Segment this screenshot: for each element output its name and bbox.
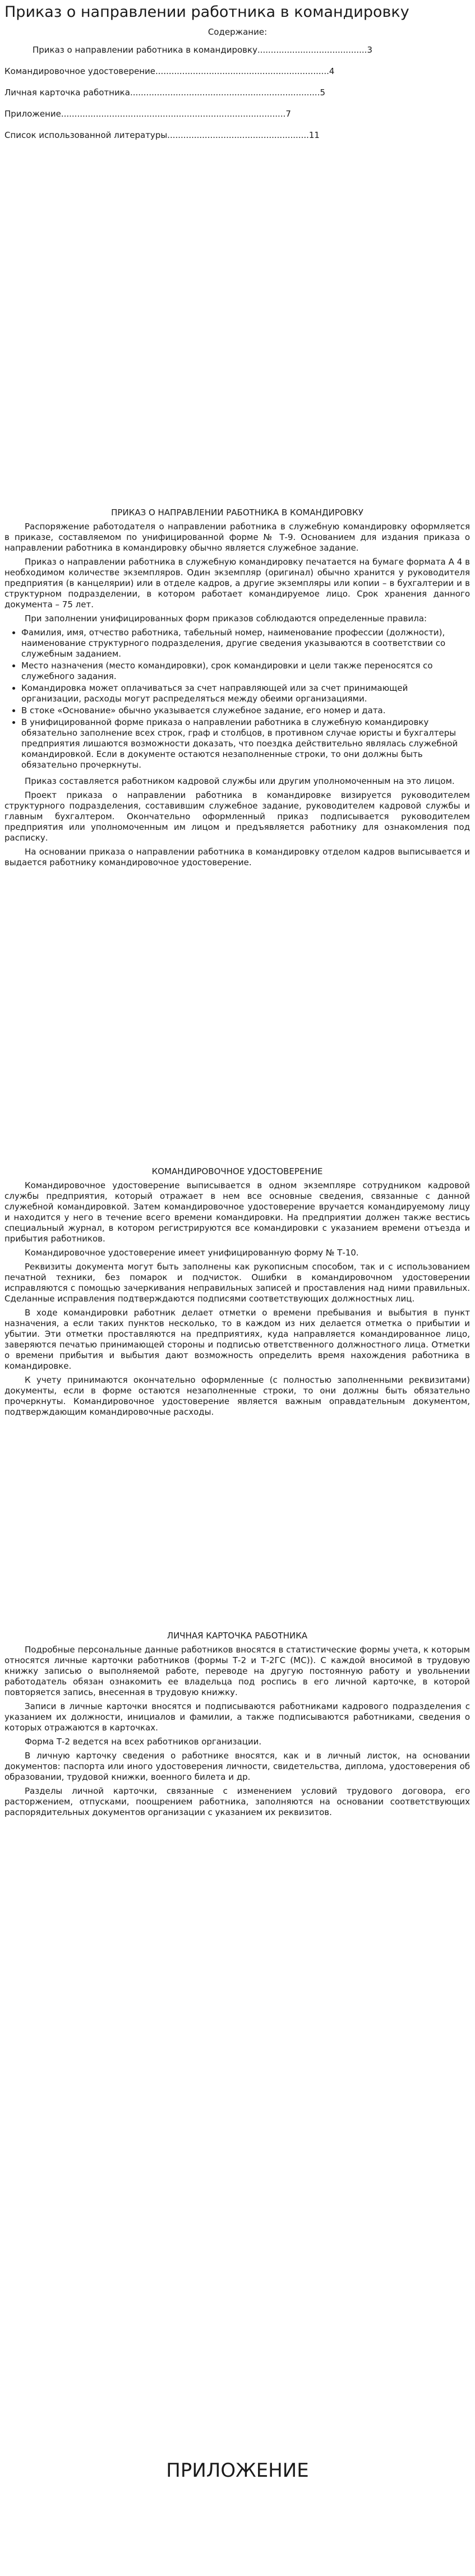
toc-item: Личная карточка работника.......................................................................5 — [4, 87, 326, 98]
paragraph: На основании приказа о направлении работника в командировку отделом кадров выписывается и выдается работнику командировочное удостоверение. — [4, 847, 470, 867]
appendix-heading: ПРИЛОЖЕНИЕ — [166, 2459, 309, 2482]
list-item: • Командировка может оплачиваться за счет направляющей или за счет принимающей организации, расходы могут распределяться между обеими организациями. — [21, 683, 470, 704]
paragraph: В ходе командировки работник делает отметки о времени пребывания и выбытия в пункт назначения, а если таких пунктов несколько, то в каждом из них делается отметка о прибытии и убытии. Эти отметки проставляются на предприятиях, куда направляется командированное лицо, заверяются печатью принимающей стороны и подписью ответственного должностного лица. Отметки о времени прибытия и выбытия дают возможность определить время нахождения работника в командировке. — [4, 1308, 470, 1371]
toc-item: Список использованной литературы.....................................................11 — [4, 130, 320, 140]
toc-item: Приказ о направлении работника в командировку.........................................3 — [33, 45, 372, 55]
paragraph: Распоряжение работодателя о направлении работника в служебную командировку оформляется в приказе, составляемом по унифицированной форме № Т-9. Основанием для издания приказа о направлении работника в командировку обычно является служебное задание. — [4, 521, 470, 553]
paragraph: Записи в личные карточки вносятся и подписываются работниками кадрового подразделения с указанием их должности, инициалов и фамилии, а также подписываются работниками, сведения о которых отражаются в карточках. — [4, 1701, 470, 1733]
paragraph: Форма Т-2 ведется на всех работников организации. — [25, 1737, 262, 1747]
section-travel-certificate — [4, 1166, 470, 1421]
paragraph: При заполнении унифицированных форм приказов соблюдаются определенные правила: — [25, 613, 427, 624]
section-heading: КОМАНДИРОВОЧНОЕ УДОСТОВЕРЕНИЕ — [151, 1166, 323, 1176]
toc-item: Командировочное удостоверение.................................................................4 — [4, 66, 335, 76]
section-heading: ПРИКАЗ О НАПРАВЛЕНИИ РАБОТНИКА В КОМАНДИРОВКУ — [111, 507, 363, 518]
list-item: • Фамилия, имя, отчество работника, табельный номер, наименование профессии (должности), наименование структурного подразделения, другие сведения указываются в соответствии со служебным заданием. — [21, 627, 470, 659]
list-item: • В унифицированной форме приказа о направлении работника в служебную командировку обязательно заполнение всех строк, граф и столбцов, в противном случае юристы и бухгалтеры предприятия лишаются возможности доказать, что поездка действительно являлась служебной командировкой. Если в документе остаются незаполненные строки, то они должны быть обязательно прочеркнуты. — [21, 717, 470, 770]
document-title: Приказ о направлении работника в командировку — [4, 3, 409, 21]
toc-item: Приложение....................................................................................7 — [4, 109, 291, 119]
paragraph: Приказ о направлении работника в служебную командировку печатается на бумаге формата А 4 в необходимом количестве экземпляров. Один экземпляр (оригинал) обычно хранится у руководителя предприятия (в канцелярии) или в отделе кадров, а другие экземпляры или копии – в бухгалтерии и в структурном подразделении, в котором работает командируемое лицо. Срок хранения данного документа – 75 лет. — [4, 557, 470, 610]
paragraph: Командировочное удостоверение имеет унифицированную форму № Т-10. — [25, 1248, 359, 1258]
rules-list — [4, 627, 470, 770]
list-item: • Место назначения (место командировки), срок командировки и цели также переносятся со служебного задания. — [21, 661, 470, 682]
paragraph: Командировочное удостоверение выписывается в одном экземпляре сотрудником кадровой службы предприятия, который отражает в нем все основные сведения, связанные с данной служебной командировкой. Затем командировочное удостоверение вручается командируемому лицу и находится у него в течение всего времени командировки. На предприятии должен также вестись специальный журнал, в котором регистрируются все командировки с указанием времени отъезда и прибытия работников. — [4, 1180, 470, 1244]
paragraph: В личную карточку сведения о работнике вносятся, как и в личный листок, на основании документов: паспорта или иного удостоверения личности, свидетельства, диплома, удостоверения об образовании, трудовой книжки, военного билета и др. — [4, 1751, 470, 1782]
section-heading: ЛИЧНАЯ КАРТОЧКА РАБОТНИКА — [167, 1631, 308, 1641]
paragraph: Проект приказа о направлении работника в командировке визируется руководителем структурного подразделения, составившим служебное задание, руководителем кадровой службы и главным бухгалтером. Окончательно оформленный приказ подписывается руководителем предприятия или уполномоченным им лицом и предъявляется работнику для ознакомления под расписку. — [4, 790, 470, 843]
paragraph: К учету принимаются окончательно оформленные (с полностью заполненными реквизитами) документы, если в форме остаются незаполненные строки, то они должны быть обязательно прочеркнуты. Командировочное удостоверение является важным оправдательным документом, подтверждающим командировочные расходы. — [4, 1375, 470, 1417]
paragraph: Подробные персональные данные работников вносятся в статистические формы учета, к которым относятся личные карточки работников (формы Т-2 и Т-2ГС (МС)). С каждой вносимой в трудовую книжку записью о выполняемой работе, переводе на другую постоянную работу и увольнении работодатель обязан ознакомить ее владельца под роспись в его личной карточке, в которой повторяется запись, внесенная в трудовую книжку. — [4, 1645, 470, 1697]
list-item: • В стоке «Основание» обычно указывается служебное задание, его номер и дата. — [21, 705, 470, 716]
toc-heading: Содержание: — [207, 27, 268, 37]
section-order — [4, 507, 470, 871]
paragraph: Реквизиты документа могут быть заполнены как рукописным способом, так и с использованием печатной техники, без помарок и подчисток. Ошибки в командировочном удостоверении исправляются с помощью зачеркивания неправильных записей и проставления над ними правильных. Сделанные исправления подтверждаются подписями соответствующих должностных лиц. — [4, 1262, 470, 1304]
paragraph: Разделы личной карточки, связанные с изменением условий трудового договора, его расторжением, отпусками, поощрением работника, заполняются на основании соответствующих распорядительных документов организации с указанием их реквизитов. — [4, 1786, 470, 1817]
section-personal-card — [4, 1631, 470, 1821]
paragraph: Приказ составляется работником кадровой службы или другим уполномоченным на это лицом. — [25, 776, 455, 786]
